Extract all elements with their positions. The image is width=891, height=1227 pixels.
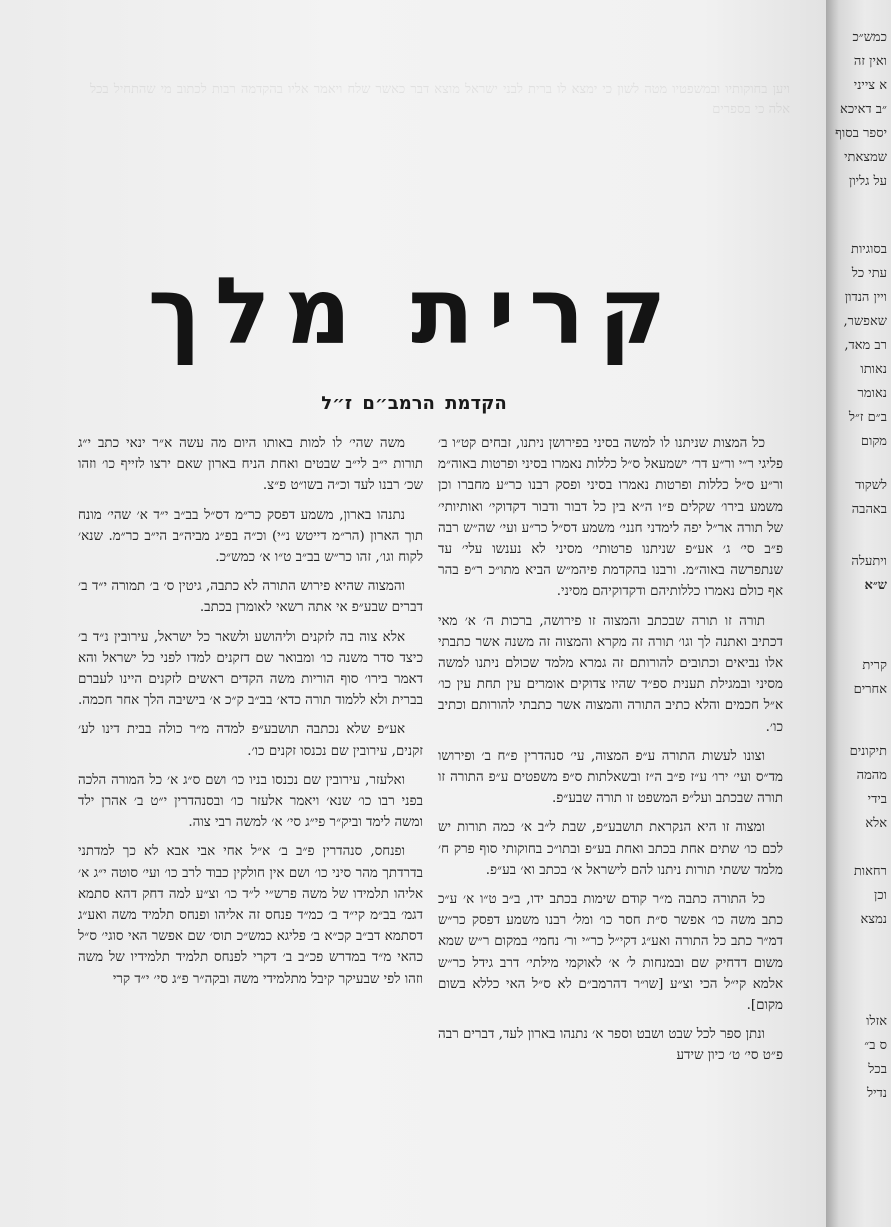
paragraph: ומצוה זו היא הנקראת תושבע״פ, שבת ל״ב א׳ כמה תורות יש לכם כו׳ שתים אחת בכתב ואחת בע״פ ובתו״כ בחוקותי סוף פרק ח׳ מלמד ששתי תורות ניתנו להם לישראל א׳ בכתב וא׳ בע״פ. xyxy=(438,820,783,878)
spine-fragment: כמש״כ xyxy=(852,30,887,45)
spine-fragment: עתי כל xyxy=(851,266,887,281)
spine-fragment: נדיל xyxy=(867,1086,887,1101)
spine-fragment: שמצאתי xyxy=(844,150,887,165)
spine-fragment: ס ב״ xyxy=(864,1038,887,1053)
spine-fragment: ויין הנדון xyxy=(844,290,887,305)
spine-fragment: ואין זה xyxy=(853,54,887,69)
paragraph: אע״פ שלא נכתבה תושבע״פ למדה מ״ר כולה בבית דינו לע׳ זקנים, עירובין שם נכנסו זקנים כו׳. xyxy=(78,722,423,759)
spine-fragment: א צייני xyxy=(853,78,887,93)
spine-fragment: באהבה xyxy=(851,502,887,517)
spine-fragment: רחאות xyxy=(853,864,887,879)
spine-fragment: בידי xyxy=(867,792,887,807)
spine-fragment: תיקונים xyxy=(849,744,887,759)
paragraph: משה שהי׳ לו למות באותו היום מה עשה א״ר ינאי כתב י״ג תורות י״ב לי״ב שבטים ואחת הניח בארון שאם ירצו לזייף כו׳ וזהו שכ׳ רבנו לעד וכ״ה בשו״ט פ״צ. xyxy=(78,436,423,494)
spine-fragment: בסוגיות xyxy=(851,242,887,257)
spine-fragment: קרית xyxy=(862,658,887,673)
spine-fragment: אלא xyxy=(865,816,887,831)
spine-fragment: רב מאד, xyxy=(844,338,887,353)
spine-fragment: מקום xyxy=(860,434,887,449)
spine-fragment: לשקוד xyxy=(855,478,887,493)
spine-fragment: אזלו xyxy=(866,1014,887,1029)
paragraph: ונתן ספר לכל שבט ושבט וספר א׳ נתנהו בארון לעד, דברים רבה פ״ט סי׳ ט׳ כיון שידע xyxy=(438,1027,783,1064)
spine-fragment: נמצא xyxy=(860,912,887,927)
paragraph: ואלעזר, עירובין שם נכנסו בניו כו׳ ושם ס״ג א׳ כל המורה הלכה בפני רבו כו׳ שנא׳ ויאמר אלעזר כו׳ ובסנהדרין י״ט ב׳ אהרן ילד ומשה לימד וביק״ר פי״ג סי׳ א׳ למשה רבי צוה. xyxy=(78,772,423,831)
spine-fragment: וכן xyxy=(874,888,887,903)
paragraph: ופנחס, סנהדרין פ״ב ב׳ א״ל אחי אבי אבא לא כך למדתני בדרדתך מהר סיני כו׳ ושם אין חולקין כבוד לרב כו׳ ועי׳ סוטה י״ג א׳ אליהו תלמידו של משה פרש״י ל״ד כו׳ וצ״ע למה דחק דהא סתמא דגמ׳ בב״מ קי״ד ב׳ כמ״ד פנחס זה אליהו ופנחס תלמיד משה ואע״ג דסתמא דב״ב קכ״א ב׳ פליגא כמש״כ תוס׳ שם אפשר האי סוגי׳ ס״ל כהאי מ״ד במדרש פכ״ב ב׳ דקרי לפנחס תלמיד תלמידיו של משה וזהו לפי שבעיקר קיבל מתלמידי משה ובקה״ר פ״ג סי׳ י״ד קרי xyxy=(78,844,423,987)
paragraph: כל התורה כתבה מ״ר קודם שימות בכתב ידו, ב״ב ט״ו א׳ ע״כ כתב משה כו׳ אפשר ס״ת חסר כו׳ ומל׳ רבנו משמע דפסק כר״ש דמ״ר כתב כל התורה ואע״ג דקי״ל כר״י ור׳ נחמי׳ במקום ר״ש שמא משום דדחיק שם ובמנחות ל׳ א׳ לאוקמי מילתי׳ דרב גידל כר״ש אלמא קי״ל הכי וצ״ע [שו״ר דהרמב״ם לא ס״ל האי כללא בשום מקום]. xyxy=(438,892,783,1014)
spine-fragment: נאומר xyxy=(857,386,887,401)
paragraph: וצונו לעשות התורה ע״פ המצוה, עי׳ סנהדרין פ״ח ב׳ ופירושו מד״ס ועי׳ ירו׳ ע״ז פ״ב ה״ז ובשאלתות ס״פ משפטים ע״פ התורה זו תורה שבכתב ועל״פ המשפט זו תורה שבע״פ. xyxy=(438,748,783,807)
spine-fragment: מהמה xyxy=(856,768,887,783)
paragraph: והמצוה שהיא פירוש התורה לא כתבה, גיטין ס׳ ב׳ תמורה י״ד ב׳ דברים שבע״פ אי אתה רשאי לאומרן בכתב. xyxy=(78,579,423,616)
spine-fragment: על גליון xyxy=(849,174,887,189)
bleed-through-text: ויען בחוקותיו ובמשפטיו מטה לשון כי ימצא לו ברית לבני ישראל מוצא דבר כאשר שלח ויאמר אליו בהקדמה רבות לכתוב מי שהתחיל בכל אלה כי בספרים xyxy=(90,82,790,117)
spine-fragment: שאפשר, xyxy=(843,314,887,329)
spine-fragment: אחרים xyxy=(853,682,887,697)
page-title: קרית מלך xyxy=(147,258,681,365)
spine-fragment: יספר בסוף xyxy=(835,126,887,141)
spine-fragment: ״ב דאיכא xyxy=(840,102,887,117)
paragraph: כל המצות שניתנו לו למשה בסיני בפירושן ניתנו, זבחים קט״ו ב׳ פליגי ר״י ור״ע דר׳ ישמעאל ס״ל כללות נאמרו בסיני ופרטות באוה״מ ור״ע ס״ל כללות ופרטות נאמרו בסיני ופסק רבנו כר״ע מחברו וכן משמע בירו׳ שקלים פ״ו ה״א בין כל דבור ודבור דקדוקי׳ ואותיותי׳ של תורה אר״ל יפה לימדני חנני׳ משמע דס״ל כר״ע ועי׳ שה״ש רבה פ״ב סי׳ ג׳ אע״פ שניתנו פרטותי׳ מסיני לא נענשו עלי׳ עד שנתפרשה באוה״מ. ורבנו בהקדמת פיהמ״ש הביא מתו״כ ר״פ בהר אף כולם נאמרו כללותיהם ודקדוקיהם מסיני. xyxy=(438,436,783,600)
spine-fragment: נאותו xyxy=(860,362,887,377)
paragraph: אלא צוה בה לזקנים וליהושע ולשאר כל ישראל, עירובין נ״ד ב׳ כיצד סדר משנה כו׳ ומבואר שם דזקנים למדו לפני כל ישראל והא דאמר בירו׳ סוף הוריות משה הקדים ראשים לזקנים היינו לעברם בברית ולא ללמוד תורה כדא׳ בב״ב ק״כ א׳ בישיבה הלך אחר חכמה. xyxy=(78,629,423,709)
spine-fragment: בכל xyxy=(868,1062,887,1077)
spine-fragment: ש״א xyxy=(864,578,887,593)
paragraph: תורה זו תורה שבכתב והמצוה זו פירושה, ברכות ה׳ א׳ מאי דכתיב ואתנה לך וגו׳ תורה זה מקרא והמצוה זה משנה אשר כתבתי אלו נביאים וכתובים להורותם זה גמרא מלמד שכולם ניתנו למשה מסיני ובמגילת תענית ספ״ד שהיו צדוקים אומרים עין תחת עין כו׳ א״ל חכמים והלא כתיב התורה והמצוה אשר כתבתי להורותם וכתיב כו׳. xyxy=(438,613,783,735)
adjacent-page-edge xyxy=(826,0,891,1227)
spine-fragment: ויתעלה xyxy=(851,554,887,569)
left-column xyxy=(78,433,423,998)
right-column xyxy=(438,433,783,1075)
paragraph: נתנהו בארון, משמע דפסק כר״מ דס״ל בב״ב י״ד א׳ שהי׳ מונח תוך הארון (הר״מ דייטש נ״י) וכ״ה בפ״ג מביה״ב הי״ב כר״מ. שנא׳ לקוח וגו׳, זהו כר״ש בב״ב ט״ו א׳ כמש״כ. xyxy=(78,507,423,566)
spine-fragment: ב״ם ז״ל xyxy=(848,410,887,425)
page-subtitle: הקדמת הרמב״ם ז״ל xyxy=(321,393,507,414)
